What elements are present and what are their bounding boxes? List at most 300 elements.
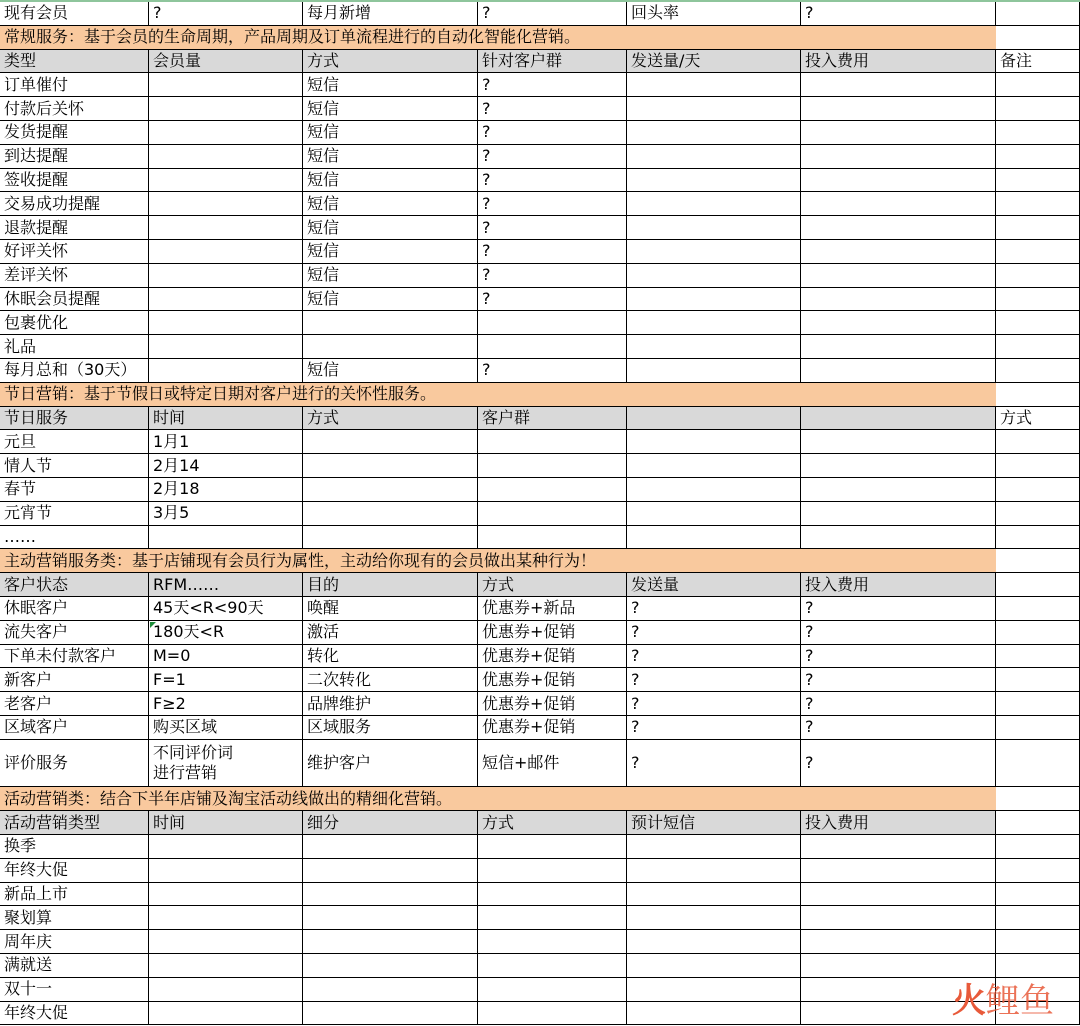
table-row [0,645,1080,669]
table-row-cell-7[interactable] [996,502,1080,526]
table-row-cell-7[interactable] [996,311,1080,335]
table-row-cell-1[interactable]: 差评关怀 [0,264,149,288]
table-row-cell-3[interactable]: 唤醒 [303,597,478,621]
table-row-cell-1[interactable]: 签收提醒 [0,169,149,193]
table-row-cell-7[interactable] [996,740,1080,788]
section-2-banner [0,383,1080,407]
section-3-banner-empty-cell[interactable] [996,549,1080,573]
table-row [0,1002,1080,1026]
table-row-cell-4[interactable] [478,526,627,550]
table-row-cell-3[interactable]: 短信 [303,192,478,216]
table-row-cell-1[interactable]: 休眠会员提醒 [0,288,149,312]
table-row-cell-5[interactable] [627,73,801,97]
table-row-cell-5[interactable] [627,954,801,978]
table-row-cell-2[interactable] [149,73,303,97]
table-row-cell-1[interactable]: 元宵节 [0,502,149,526]
table-row-cell-2[interactable] [149,526,303,550]
table-row-cell-5[interactable] [627,430,801,454]
table-row-cell-7[interactable] [996,526,1080,550]
table-row-cell-1[interactable]: 元旦 [0,430,149,454]
table-row-cell-7[interactable] [996,121,1080,145]
section-2-header-row-cell-4[interactable]: 客户群 [478,407,627,431]
section-2-banner-title[interactable]: 节日营销：基于节假日或特定日期对客户进行的关怀性服务。 [0,383,996,407]
table-row-cell-6[interactable]: ? [801,645,996,669]
table-row-cell-7[interactable] [996,716,1080,740]
section-1-header-row-cell-5[interactable]: 发送量/天 [627,50,801,74]
table-row-cell-5[interactable]: ? [627,621,801,645]
table-row-cell-4[interactable] [478,335,627,359]
table-row-cell-5[interactable] [627,1002,801,1026]
table-row-cell-6[interactable] [801,335,996,359]
table-row-cell-4[interactable] [478,906,627,930]
table-row-cell-7[interactable] [996,216,1080,240]
section-1-header-row-cell-4[interactable]: 针对客户群 [478,50,627,74]
table-row-cell-7[interactable] [996,478,1080,502]
table-row [0,145,1080,169]
table-row-cell-2[interactable]: 2月14 [149,454,303,478]
table-row-cell-3[interactable] [303,478,478,502]
section-2-header-row-cell-6[interactable] [801,407,996,431]
table-row-cell-3[interactable] [303,311,478,335]
section-1-header-row-cell-2[interactable]: 会员量 [149,50,303,74]
table-row-cell-1[interactable]: 双十一 [0,978,149,1002]
table-row-cell-1[interactable]: 区域客户 [0,716,149,740]
table-row-cell-6[interactable] [801,430,996,454]
table-row-cell-1[interactable]: 下单未付款客户 [0,645,149,669]
table-row-cell-3[interactable]: 短信 [303,359,478,383]
section-2-header-row-cell-3[interactable]: 方式 [303,407,478,431]
table-row-cell-2[interactable] [149,97,303,121]
table-row-cell-6[interactable] [801,121,996,145]
table-row-cell-6[interactable] [801,954,996,978]
table-row-cell-5[interactable] [627,930,801,954]
section-3-header-row-cell-1[interactable]: 客户状态 [0,573,149,597]
table-row-cell-3[interactable]: 品牌维护 [303,692,478,716]
table-row-cell-1[interactable]: 好评关怀 [0,240,149,264]
table-row-cell-4[interactable] [478,883,627,907]
table-row-cell-3[interactable] [303,906,478,930]
section-4-header-row-cell-2[interactable]: 时间 [149,811,303,835]
table-row-cell-7[interactable] [996,192,1080,216]
watermark-fire-glyph: 火 [952,981,986,1021]
section-1-header-row-cell-7[interactable]: 备注 [996,50,1080,74]
table-row-cell-3[interactable]: 维护客户 [303,740,478,788]
table-row-cell-6[interactable]: ? [801,716,996,740]
summary-row [0,2,1080,26]
table-row-cell-6[interactable] [801,288,996,312]
table-row-cell-5[interactable] [627,216,801,240]
table-row-cell-4[interactable]: ? [478,145,627,169]
table-row-cell-5[interactable] [627,478,801,502]
table-row-cell-3[interactable]: 短信 [303,264,478,288]
table-row-cell-5[interactable] [627,311,801,335]
section-2-header-row-cell-1[interactable]: 节日服务 [0,407,149,431]
table-row-cell-4[interactable] [478,954,627,978]
table-row-cell-2[interactable] [149,335,303,359]
table-row-cell-5[interactable] [627,264,801,288]
table-row [0,73,1080,97]
table-row-cell-2[interactable] [149,145,303,169]
table-row [0,169,1080,193]
table-row-cell-6[interactable] [801,97,996,121]
table-row-cell-1[interactable]: …… [0,526,149,550]
table-row-cell-5[interactable] [627,859,801,883]
table-row-cell-6[interactable]: ? [801,597,996,621]
table-row-cell-4[interactable] [478,859,627,883]
table-row-cell-1[interactable]: 到达提醒 [0,145,149,169]
table-row-cell-4[interactable]: ? [478,359,627,383]
section-3-banner [0,549,1080,573]
table-row [0,906,1080,930]
table-row-cell-3[interactable]: 二次转化 [303,668,478,692]
section-4-header-row [0,811,1080,835]
table-row-cell-1[interactable]: 交易成功提醒 [0,192,149,216]
section-4-header-row-cell-1[interactable]: 活动营销类型 [0,811,149,835]
table-row-cell-5[interactable]: ? [627,692,801,716]
table-row-cell-7[interactable] [996,645,1080,669]
table-row-cell-1[interactable]: 春节 [0,478,149,502]
table-row-cell-5[interactable] [627,978,801,1002]
table-row-cell-6[interactable] [801,216,996,240]
section-3-header-row-cell-4[interactable]: 方式 [478,573,627,597]
table-row-cell-1[interactable]: 流失客户 [0,621,149,645]
section-3-banner-title[interactable]: 主动营销服务类：基于店铺现有会员行为属性，主动给你现有的会员做出某种行为！ [0,549,996,573]
table-row-cell-1[interactable]: 新客户 [0,668,149,692]
table-row [0,597,1080,621]
summary-row-cell-5[interactable]: 回头率 [627,2,801,26]
table-row-cell-7[interactable] [996,97,1080,121]
section-3-header-row-cell-6[interactable]: 投入费用 [801,573,996,597]
table-row-cell-6[interactable] [801,454,996,478]
table-row [0,121,1080,145]
table-row [0,454,1080,478]
table-row-cell-1[interactable]: 发货提醒 [0,121,149,145]
table-row-cell-3[interactable]: 短信 [303,216,478,240]
table-row-cell-5[interactable] [627,359,801,383]
table-row-cell-4[interactable]: ? [478,264,627,288]
table-row-cell-5[interactable]: ? [627,716,801,740]
table-row-cell-3[interactable]: 区域服务 [303,716,478,740]
table-row-cell-5[interactable] [627,526,801,550]
table-row-cell-2[interactable] [149,288,303,312]
table-row-cell-2[interactable] [149,954,303,978]
table-row-cell-7[interactable] [996,883,1080,907]
section-4-banner-title[interactable]: 活动营销类：结合下半年店铺及淘宝活动线做出的精细化营销。 [0,787,996,811]
table-row-cell-7[interactable] [996,169,1080,193]
table-row-cell-4[interactable]: ? [478,216,627,240]
table-row-cell-2[interactable] [149,169,303,193]
table-row-cell-7[interactable] [996,692,1080,716]
table-row-cell-2[interactable]: F≥2 [149,692,303,716]
table-row-cell-6[interactable] [801,145,996,169]
table-row-cell-7[interactable] [996,430,1080,454]
table-row-cell-1[interactable]: 新品上市 [0,883,149,907]
table-row-cell-4[interactable]: 优惠券+促销 [478,645,627,669]
table-row-cell-2[interactable] [149,1002,303,1026]
table-row-cell-7[interactable] [996,859,1080,883]
table-row-cell-6[interactable] [801,526,996,550]
table-row-cell-6[interactable] [801,978,996,1002]
table-row-cell-6[interactable] [801,1002,996,1026]
table-row-cell-2[interactable]: 3月5 [149,502,303,526]
table-row-cell-7[interactable] [996,835,1080,859]
table-row-cell-3[interactable] [303,335,478,359]
table-row-cell-5[interactable] [627,97,801,121]
table-row-cell-2[interactable] [149,835,303,859]
table-row-cell-6[interactable]: ? [801,692,996,716]
table-row-cell-3[interactable] [303,430,478,454]
table-row-cell-5[interactable]: ? [627,740,801,788]
table-row-cell-6[interactable]: ? [801,740,996,788]
table-row-cell-6[interactable] [801,169,996,193]
table-row-cell-4[interactable]: 优惠券+促销 [478,621,627,645]
table-row-cell-7[interactable] [996,1002,1080,1026]
table-row-cell-5[interactable]: ? [627,597,801,621]
section-3-header-row-cell-2[interactable]: RFM…… [149,573,303,597]
table-row-cell-7[interactable] [996,668,1080,692]
table-row-cell-3[interactable]: 短信 [303,288,478,312]
table-row-cell-5[interactable] [627,835,801,859]
table-row-cell-4[interactable]: ? [478,121,627,145]
table-row-cell-7[interactable] [996,145,1080,169]
summary-row-cell-6[interactable]: ? [801,2,996,26]
table-row-cell-6[interactable] [801,835,996,859]
table-row-cell-1[interactable]: 退款提醒 [0,216,149,240]
section-1-banner-title[interactable]: 常规服务：基于会员的生命周期，产品周期及订单流程进行的自动化智能化营销。 [0,26,996,50]
section-4-header-row-cell-7[interactable] [996,811,1080,835]
table-row-cell-2[interactable] [149,264,303,288]
section-3-header-row-cell-7[interactable] [996,573,1080,597]
table-row-cell-5[interactable] [627,502,801,526]
table-row-cell-2[interactable]: 180天<R [149,621,303,645]
table-row-cell-7[interactable] [996,240,1080,264]
table-row-cell-4[interactable]: 优惠券+促销 [478,716,627,740]
table-row-cell-2[interactable] [149,859,303,883]
table-row-cell-4[interactable]: 优惠券+促销 [478,668,627,692]
table-row-cell-3[interactable] [303,954,478,978]
summary-row-cell-3[interactable]: 每月新增 [303,2,478,26]
table-row-cell-7[interactable] [996,597,1080,621]
table-row-cell-5[interactable] [627,454,801,478]
table-row-cell-5[interactable]: ? [627,645,801,669]
table-row-cell-5[interactable] [627,906,801,930]
watermark-carp-glyph: 鲤鱼 [986,981,1054,1021]
table-row-cell-1[interactable]: 订单催付 [0,73,149,97]
table-row-cell-3[interactable]: 短信 [303,169,478,193]
section-1-header-row-cell-1[interactable]: 类型 [0,50,149,74]
table-row [0,668,1080,692]
table-row-cell-6[interactable] [801,311,996,335]
table-row-cell-5[interactable] [627,121,801,145]
section-2-header-row-cell-7[interactable]: 方式 [996,407,1080,431]
table-row-cell-3[interactable] [303,859,478,883]
table-row-cell-1[interactable]: 评价服务 [0,740,149,788]
table-row-cell-3[interactable] [303,502,478,526]
table-row-cell-4[interactable] [478,835,627,859]
selection-line [0,0,1080,2]
table-row-cell-7[interactable] [996,621,1080,645]
section-4-header-row-cell-3[interactable]: 细分 [303,811,478,835]
table-row-cell-4[interactable] [478,478,627,502]
table-row [0,311,1080,335]
table-row-cell-5[interactable]: ? [627,668,801,692]
table-row-cell-5[interactable] [627,169,801,193]
table-row-cell-3[interactable] [303,1002,478,1026]
table-row-cell-4[interactable]: ? [478,288,627,312]
table-row-cell-4[interactable] [478,978,627,1002]
table-row-cell-4[interactable] [478,930,627,954]
table-row-cell-1[interactable]: 周年庆 [0,930,149,954]
table-row-cell-1[interactable]: 满就送 [0,954,149,978]
table-row [0,978,1080,1002]
table-row-cell-4[interactable]: 优惠券+新品 [478,597,627,621]
table-row-cell-5[interactable] [627,145,801,169]
section-4-banner-empty-cell[interactable] [996,787,1080,811]
table-row-cell-4[interactable] [478,1002,627,1026]
table-row-cell-2[interactable]: F=1 [149,668,303,692]
table-row-cell-7[interactable] [996,359,1080,383]
summary-row-cell-7[interactable] [996,2,1080,26]
table-row-cell-5[interactable] [627,288,801,312]
table-row-cell-6[interactable] [801,906,996,930]
table-row-cell-6[interactable]: ? [801,621,996,645]
table-row-cell-3[interactable] [303,930,478,954]
table-row [0,430,1080,454]
table-row-cell-7[interactable] [996,954,1080,978]
table-row-cell-4[interactable] [478,311,627,335]
table-row-cell-4[interactable]: ? [478,73,627,97]
table-row-cell-1[interactable]: 老客户 [0,692,149,716]
table-row-cell-2[interactable]: 购买区域 [149,716,303,740]
table-row-cell-7[interactable] [996,73,1080,97]
section-2-header-row-cell-5[interactable] [627,407,801,431]
table-row-cell-4[interactable]: 优惠券+促销 [478,692,627,716]
table-row-cell-1[interactable]: 情人节 [0,454,149,478]
table-row-cell-6[interactable] [801,478,996,502]
section-4-header-row-cell-5[interactable]: 预计短信 [627,811,801,835]
table-row [0,97,1080,121]
table-row-cell-6[interactable] [801,859,996,883]
table-row-cell-1[interactable]: 换季 [0,835,149,859]
table-row-cell-7[interactable] [996,930,1080,954]
table-row-cell-3[interactable]: 短信 [303,121,478,145]
table-row-cell-2[interactable]: M=0 [149,645,303,669]
table-row-cell-4[interactable] [478,430,627,454]
table-row-cell-6[interactable] [801,930,996,954]
table-row-cell-7[interactable] [996,906,1080,930]
table-row-cell-3[interactable] [303,526,478,550]
table-row-cell-5[interactable] [627,883,801,907]
table-row [0,288,1080,312]
table-row [0,621,1080,645]
table-row-cell-5[interactable] [627,240,801,264]
table-row-cell-3[interactable]: 短信 [303,73,478,97]
table-row-cell-3[interactable]: 激活 [303,621,478,645]
table-row-cell-6[interactable] [801,240,996,264]
table-row-cell-1[interactable]: 每月总和（30天） [0,359,149,383]
table-row-cell-2[interactable] [149,240,303,264]
table-row [0,692,1080,716]
table-row-cell-6[interactable]: ? [801,668,996,692]
table-row-cell-7[interactable] [996,978,1080,1002]
table-row-cell-1[interactable]: 休眠客户 [0,597,149,621]
section-2-header-row [0,407,1080,431]
table-row-cell-2[interactable] [149,930,303,954]
table-row-cell-4[interactable] [478,502,627,526]
table-row-cell-5[interactable] [627,192,801,216]
section-1-header-row-cell-6[interactable]: 投入费用 [801,50,996,74]
table-row-cell-2[interactable]: 2月18 [149,478,303,502]
section-4-header-row-cell-4[interactable]: 方式 [478,811,627,835]
table-row-cell-2[interactable] [149,906,303,930]
table-row-cell-2[interactable] [149,978,303,1002]
table-row-cell-7[interactable] [996,335,1080,359]
table-row-cell-7[interactable] [996,264,1080,288]
table-row-cell-2[interactable] [149,192,303,216]
table-row-cell-1[interactable]: 年终大促 [0,859,149,883]
table-row-cell-6[interactable] [801,502,996,526]
table-row-cell-2[interactable] [149,216,303,240]
table-row-cell-2[interactable] [149,883,303,907]
summary-row-cell-1[interactable]: 现有会员 [0,2,149,26]
table-row-cell-3[interactable] [303,835,478,859]
table-row-cell-4[interactable]: ? [478,169,627,193]
table-row-cell-3[interactable] [303,454,478,478]
table-row-cell-3[interactable]: 短信 [303,97,478,121]
section-3-header-row-cell-5[interactable]: 发送量 [627,573,801,597]
table-row-cell-1[interactable]: 礼品 [0,335,149,359]
table-row-cell-1[interactable]: 聚划算 [0,906,149,930]
table-row-cell-1[interactable]: 付款后关怀 [0,97,149,121]
table-row-cell-1[interactable]: 包裹优化 [0,311,149,335]
table-row-cell-3[interactable]: 短信 [303,240,478,264]
table-row-cell-2[interactable]: 不同评价词 进行营销 [149,740,303,788]
table-row-cell-6[interactable] [801,264,996,288]
table-row-cell-5[interactable] [627,335,801,359]
table-row-cell-4[interactable]: ? [478,97,627,121]
table-row [0,502,1080,526]
table-row-cell-6[interactable] [801,73,996,97]
table-row-cell-3[interactable] [303,978,478,1002]
section-2-banner-empty-cell[interactable] [996,383,1080,407]
table-row-cell-7[interactable] [996,454,1080,478]
summary-row-cell-2[interactable]: ? [149,2,303,26]
table-row-cell-3[interactable]: 转化 [303,645,478,669]
section-1-banner-empty-cell[interactable] [996,26,1080,50]
table-row-cell-4[interactable]: ? [478,192,627,216]
section-1-header-row-cell-3[interactable]: 方式 [303,50,478,74]
table-row-cell-2[interactable]: 1月1 [149,430,303,454]
table-row-cell-2[interactable] [149,121,303,145]
table-row-cell-3[interactable] [303,883,478,907]
section-3-header-row-cell-3[interactable]: 目的 [303,573,478,597]
section-2-header-row-cell-2[interactable]: 时间 [149,407,303,431]
table-row-cell-4[interactable]: ? [478,240,627,264]
table-row-cell-1[interactable]: 年终大促 [0,1002,149,1026]
table-row-cell-2[interactable] [149,311,303,335]
table-row-cell-3[interactable]: 短信 [303,145,478,169]
table-row-cell-6[interactable] [801,192,996,216]
table-row-cell-4[interactable]: 短信+邮件 [478,740,627,788]
table-row-cell-4[interactable] [478,454,627,478]
section-4-header-row-cell-6[interactable]: 投入费用 [801,811,996,835]
table-row-cell-6[interactable] [801,359,996,383]
table-row-cell-2[interactable] [149,359,303,383]
table-row-cell-7[interactable] [996,288,1080,312]
table-row-cell-6[interactable] [801,883,996,907]
table-row-cell-2[interactable]: 45天<R<90天 [149,597,303,621]
summary-row-cell-4[interactable]: ? [478,2,627,26]
